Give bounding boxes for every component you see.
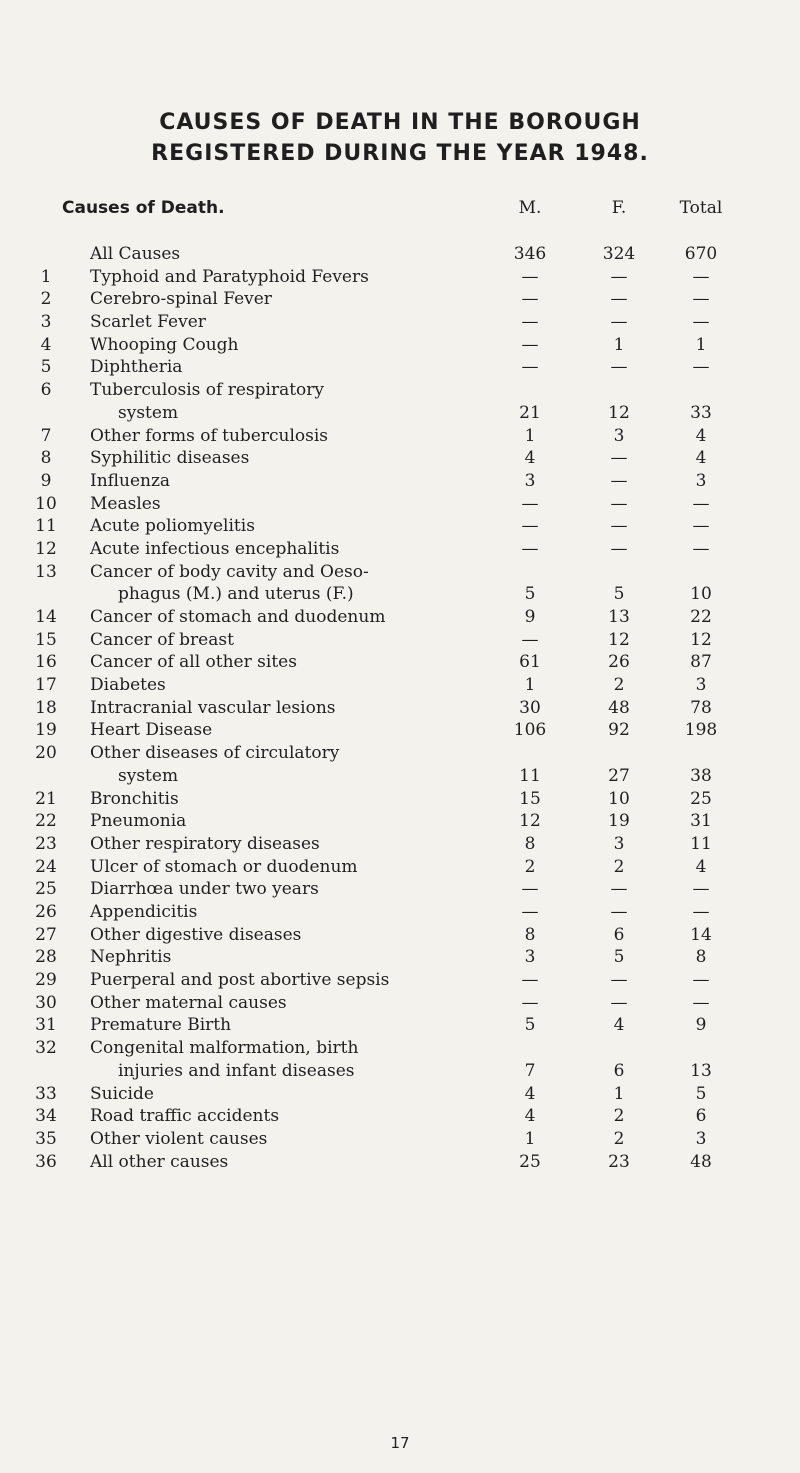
male-value: — xyxy=(521,312,539,333)
row-number: 16 xyxy=(35,652,57,673)
row-number: 4 xyxy=(40,334,52,355)
male-value: 5 xyxy=(524,584,536,605)
total-value: 3 xyxy=(695,470,707,491)
row-number: 8 xyxy=(40,448,52,469)
cause-label: Ulcer of stomach or duodenum xyxy=(90,856,358,877)
female-value: 92 xyxy=(608,720,630,741)
male-value: 5 xyxy=(524,1015,536,1036)
table-row xyxy=(0,698,800,721)
male-value: — xyxy=(521,538,539,559)
row-number: 17 xyxy=(35,675,57,696)
table-row xyxy=(0,357,800,380)
row-number: 7 xyxy=(40,425,52,446)
male-value: 8 xyxy=(524,924,536,945)
cause-label: Scarlet Fever xyxy=(90,312,206,333)
row-number: 32 xyxy=(35,1038,57,1059)
female-value: 6 xyxy=(613,1060,625,1081)
row-number: 33 xyxy=(35,1083,57,1104)
total-value: 25 xyxy=(690,788,712,809)
table-row xyxy=(0,471,800,494)
table-row xyxy=(0,1084,800,1107)
table-row xyxy=(0,857,800,880)
female-value: 5 xyxy=(613,947,625,968)
female-value: — xyxy=(610,970,628,991)
cause-label: Diphtheria xyxy=(90,357,183,378)
female-value: 2 xyxy=(613,1106,625,1127)
table-row xyxy=(0,789,800,812)
total-column-header: Total xyxy=(679,198,723,218)
cause-label: Other digestive diseases xyxy=(90,924,302,945)
female-value: — xyxy=(610,289,628,310)
row-number: 30 xyxy=(35,992,57,1013)
row-number: 13 xyxy=(35,561,57,582)
female-value: 48 xyxy=(608,697,630,718)
row-number: 14 xyxy=(35,607,57,628)
cause-label: Pneumonia xyxy=(90,811,187,832)
row-number: 6 xyxy=(40,380,52,401)
total-value: 4 xyxy=(695,448,707,469)
causes-column-header: Causes of Death. xyxy=(62,198,225,218)
cause-label: Acute infectious encephalitis xyxy=(90,538,340,559)
row-number: 11 xyxy=(35,516,57,537)
cause-label: Cancer of stomach and duodenum xyxy=(90,607,386,628)
row-number: 15 xyxy=(35,629,57,650)
total-value: — xyxy=(692,970,710,991)
cause-label: Cancer of body cavity and Oeso- xyxy=(90,561,369,582)
male-value: 61 xyxy=(519,652,541,673)
table-row xyxy=(0,1152,800,1175)
male-value: — xyxy=(521,516,539,537)
total-value: 33 xyxy=(690,402,712,423)
female-value: 1 xyxy=(613,334,625,355)
male-value: — xyxy=(521,629,539,650)
cause-label: Diarrhœa under two years xyxy=(90,879,319,900)
female-value: — xyxy=(610,312,628,333)
table-row xyxy=(0,1129,800,1152)
male-value: 12 xyxy=(519,811,541,832)
table-row xyxy=(0,675,800,698)
row-number: 20 xyxy=(35,743,57,764)
total-value: — xyxy=(692,357,710,378)
table-row xyxy=(0,630,800,653)
table-row xyxy=(0,834,800,857)
male-value: 7 xyxy=(524,1060,536,1081)
female-value: 3 xyxy=(613,833,625,854)
row-number: 2 xyxy=(40,289,52,310)
row-number: 23 xyxy=(35,833,57,854)
row-number: 9 xyxy=(40,470,52,491)
male-value: 3 xyxy=(524,470,536,491)
male-column-header: M. xyxy=(518,198,542,218)
cause-label: Congenital malformation, birth xyxy=(90,1038,359,1059)
row-number: 26 xyxy=(35,901,57,922)
cause-label: Cerebro-spinal Fever xyxy=(90,289,272,310)
total-value: 4 xyxy=(695,425,707,446)
cause-label: Puerperal and post abortive sepsis xyxy=(90,970,390,991)
male-value: 3 xyxy=(524,947,536,968)
table-row xyxy=(0,516,800,539)
table-row xyxy=(0,426,800,449)
male-value: — xyxy=(521,357,539,378)
female-value: 3 xyxy=(613,425,625,446)
total-value: 14 xyxy=(690,924,712,945)
cause-label: All other causes xyxy=(90,1151,229,1172)
female-value: — xyxy=(610,357,628,378)
male-value: 11 xyxy=(519,765,541,786)
total-value: — xyxy=(692,901,710,922)
cause-label: Intracranial vascular lesions xyxy=(90,697,336,718)
male-value: — xyxy=(521,289,539,310)
female-value: 6 xyxy=(613,924,625,945)
table-row xyxy=(0,494,800,517)
cause-label-continuation: injuries and infant diseases xyxy=(118,1060,355,1081)
cause-label: Measles xyxy=(90,493,161,514)
table-row xyxy=(0,335,800,358)
row-number: 1 xyxy=(40,266,52,287)
female-value: — xyxy=(610,901,628,922)
female-value: — xyxy=(610,516,628,537)
table-row xyxy=(0,1015,800,1038)
page-number: 17 xyxy=(390,1434,410,1452)
total-value: 198 xyxy=(684,720,718,741)
row-number: 18 xyxy=(35,697,57,718)
female-value: 324 xyxy=(602,244,636,264)
male-value: — xyxy=(521,334,539,355)
male-value: — xyxy=(521,493,539,514)
male-value: 8 xyxy=(524,833,536,854)
male-value: 346 xyxy=(513,244,547,264)
total-value: 22 xyxy=(690,607,712,628)
table-row xyxy=(0,811,800,834)
female-value: 4 xyxy=(613,1015,625,1036)
cause-label: Other maternal causes xyxy=(90,992,287,1013)
cause-label: All Causes xyxy=(90,244,181,264)
table-row xyxy=(0,267,800,290)
table-row xyxy=(0,289,800,312)
female-value: 26 xyxy=(608,652,630,673)
female-value: — xyxy=(610,448,628,469)
total-value: 8 xyxy=(695,947,707,968)
row-number: 36 xyxy=(35,1151,57,1172)
title-line-1: CAUSES OF DEATH IN THE BOROUGH xyxy=(159,110,641,135)
table-row xyxy=(0,879,800,902)
total-value: 9 xyxy=(695,1015,707,1036)
cause-label-continuation: phagus (M.) and uterus (F.) xyxy=(118,584,354,605)
total-value: 3 xyxy=(695,1128,707,1149)
female-value: — xyxy=(610,879,628,900)
male-value: 30 xyxy=(519,697,541,718)
row-number: 19 xyxy=(35,720,57,741)
row-number: 12 xyxy=(35,538,57,559)
row-number: 22 xyxy=(35,811,57,832)
cause-label: Appendicitis xyxy=(90,901,198,922)
female-value: — xyxy=(610,538,628,559)
cause-label: Other forms of tuberculosis xyxy=(90,425,329,446)
female-value: 10 xyxy=(608,788,630,809)
female-value: 2 xyxy=(613,856,625,877)
causes-table xyxy=(0,244,800,1174)
total-value: — xyxy=(692,312,710,333)
total-value: — xyxy=(692,289,710,310)
table-row xyxy=(0,720,800,743)
row-number: 10 xyxy=(35,493,57,514)
male-value: 9 xyxy=(524,607,536,628)
male-value: 25 xyxy=(519,1151,541,1172)
row-number: 35 xyxy=(35,1128,57,1149)
female-value: 1 xyxy=(613,1083,625,1104)
cause-label: Suicide xyxy=(90,1083,154,1104)
male-value: — xyxy=(521,992,539,1013)
female-value: 19 xyxy=(608,811,630,832)
row-number: 5 xyxy=(40,357,52,378)
total-value: 78 xyxy=(690,697,712,718)
row-number: 21 xyxy=(35,788,57,809)
male-value: 15 xyxy=(519,788,541,809)
table-row xyxy=(0,312,800,335)
male-value: 106 xyxy=(513,720,547,741)
cause-label: Tuberculosis of respiratory xyxy=(90,380,325,401)
row-number: 3 xyxy=(40,312,52,333)
male-value: 2 xyxy=(524,856,536,877)
row-number: 29 xyxy=(35,970,57,991)
table-row xyxy=(0,902,800,925)
table-row xyxy=(0,244,800,267)
row-number: 27 xyxy=(35,924,57,945)
female-value: 5 xyxy=(613,584,625,605)
female-value: 2 xyxy=(613,1128,625,1149)
total-value: 38 xyxy=(690,765,712,786)
cause-label: Bronchitis xyxy=(90,788,179,809)
female-value: 12 xyxy=(608,629,630,650)
female-value: 23 xyxy=(608,1151,630,1172)
male-value: — xyxy=(521,901,539,922)
cause-label: Nephritis xyxy=(90,947,172,968)
total-value: 87 xyxy=(690,652,712,673)
female-column-header: F. xyxy=(611,198,627,218)
table-row xyxy=(0,925,800,948)
female-value: 2 xyxy=(613,675,625,696)
male-value: — xyxy=(521,970,539,991)
table-row xyxy=(0,743,800,788)
total-value: 48 xyxy=(690,1151,712,1172)
female-value: 13 xyxy=(608,607,630,628)
male-value: 4 xyxy=(524,1083,536,1104)
male-value: 4 xyxy=(524,1106,536,1127)
cause-label: Typhoid and Paratyphoid Fevers xyxy=(90,266,369,287)
table-row xyxy=(0,652,800,675)
column-header-row xyxy=(0,198,800,224)
total-value: 5 xyxy=(695,1083,707,1104)
total-value: — xyxy=(692,992,710,1013)
table-row xyxy=(0,539,800,562)
cause-label: Influenza xyxy=(90,470,171,491)
cause-label: Whooping Cough xyxy=(90,334,239,355)
total-value: 1 xyxy=(695,334,707,355)
cause-label-continuation: system xyxy=(118,402,179,423)
male-value: 1 xyxy=(524,1128,536,1149)
table-row xyxy=(0,970,800,993)
female-value: — xyxy=(610,992,628,1013)
cause-label: Road traffic accidents xyxy=(90,1106,280,1127)
table-row xyxy=(0,947,800,970)
total-value: — xyxy=(692,493,710,514)
row-number: 24 xyxy=(35,856,57,877)
cause-label: Acute poliomyelitis xyxy=(90,516,255,537)
table-row xyxy=(0,562,800,607)
total-value: — xyxy=(692,879,710,900)
female-value: 27 xyxy=(608,765,630,786)
male-value: 1 xyxy=(524,425,536,446)
row-number: 25 xyxy=(35,879,57,900)
row-number: 28 xyxy=(35,947,57,968)
total-value: 670 xyxy=(684,244,718,264)
table-row xyxy=(0,607,800,630)
male-value: 4 xyxy=(524,448,536,469)
female-value: — xyxy=(610,266,628,287)
row-number: 34 xyxy=(35,1106,57,1127)
total-value: 13 xyxy=(690,1060,712,1081)
cause-label: Cancer of breast xyxy=(90,629,234,650)
cause-label: Cancer of all other sites xyxy=(90,652,297,673)
cause-label: Other respiratory diseases xyxy=(90,833,320,854)
total-value: 12 xyxy=(690,629,712,650)
cause-label: Syphilitic diseases xyxy=(90,448,250,469)
total-value: — xyxy=(692,538,710,559)
cause-label: Heart Disease xyxy=(90,720,213,741)
male-value: — xyxy=(521,879,539,900)
male-value: 21 xyxy=(519,402,541,423)
table-row xyxy=(0,1106,800,1129)
total-value: 4 xyxy=(695,856,707,877)
title-line-2: REGISTERED DURING THE YEAR 1948. xyxy=(151,141,649,166)
female-value: — xyxy=(610,470,628,491)
male-value: 1 xyxy=(524,675,536,696)
table-row xyxy=(0,448,800,471)
total-value: 11 xyxy=(690,833,712,854)
female-value: 12 xyxy=(608,402,630,423)
total-value: 3 xyxy=(695,675,707,696)
total-value: 6 xyxy=(695,1106,707,1127)
total-value: — xyxy=(692,516,710,537)
total-value: 31 xyxy=(690,811,712,832)
cause-label: Other diseases of circulatory xyxy=(90,743,340,764)
table-row xyxy=(0,380,800,425)
cause-label: Diabetes xyxy=(90,675,166,696)
male-value: — xyxy=(521,266,539,287)
row-number: 31 xyxy=(35,1015,57,1036)
total-value: — xyxy=(692,266,710,287)
female-value: — xyxy=(610,493,628,514)
cause-label: Premature Birth xyxy=(90,1015,232,1036)
table-row xyxy=(0,993,800,1016)
cause-label-continuation: system xyxy=(118,765,179,786)
total-value: 10 xyxy=(690,584,712,605)
cause-label: Other violent causes xyxy=(90,1128,268,1149)
table-row xyxy=(0,1038,800,1083)
